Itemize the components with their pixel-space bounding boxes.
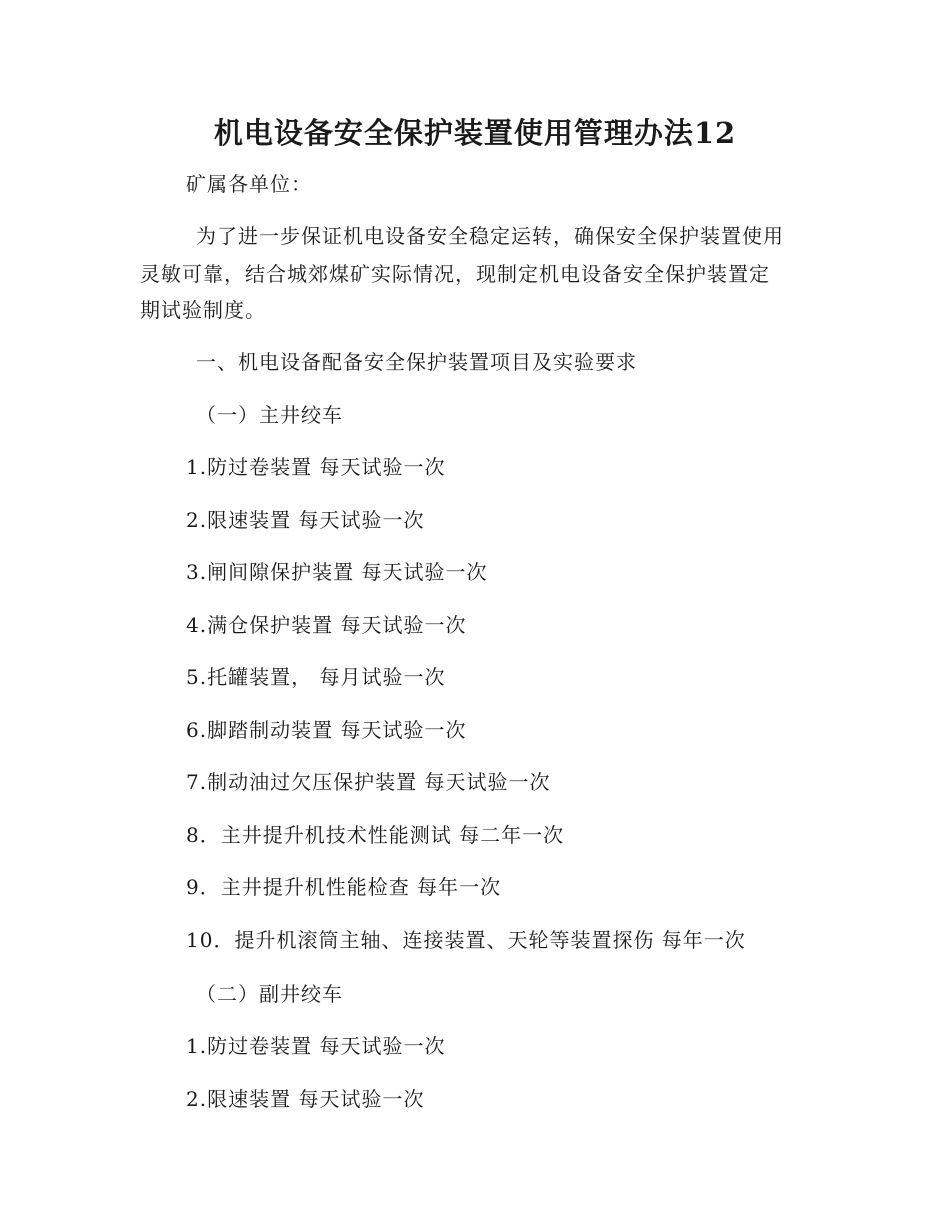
intro-line-2: 灵敏可靠，结合城郊煤矿实际情况，现制定机电设备安全保护装置定 [140,262,770,286]
list-item: 6.脚踏制动装置 每天试验一次 [186,718,467,742]
list-item: 3.闸间隙保护装置 每天试验一次 [186,560,488,584]
intro-line-3: 期试验制度。 [140,298,266,322]
list-item: 2.限速装置 每天试验一次 [186,1087,425,1111]
list-item: 1.防过卷装置 每天试验一次 [186,455,446,479]
list-item: 10．提升机滚筒主轴、连接装置、天轮等装置探伤 每年一次 [186,928,746,952]
list-item: 8．主井提升机技术性能测试 每二年一次 [186,823,565,847]
list-item: 9．主井提升机性能检查 每年一次 [186,875,502,899]
subsection-2-heading: （二）副井绞车 [196,982,343,1006]
salutation: 矿属各单位： [186,172,312,196]
list-item: 4.满仓保护装置 每天试验一次 [186,613,467,637]
list-item: 1.防过卷装置 每天试验一次 [186,1034,446,1058]
document-title: 机电设备安全保护装置使用管理办法12 [213,116,737,150]
list-item: 2.限速装置 每天试验一次 [186,508,425,532]
list-item: 7.制动油过欠压保护装置 每天试验一次 [186,770,551,794]
subsection-1-heading: （一）主井绞车 [196,403,343,427]
section-1-heading: 一、机电设备配备安全保护装置项目及实验要求 [196,350,637,374]
list-item: 5.托罐装置， 每月试验一次 [186,665,446,689]
intro-line-1: 为了进一步保证机电设备安全稳定运转，确保安全保护装置使用 [196,224,784,248]
